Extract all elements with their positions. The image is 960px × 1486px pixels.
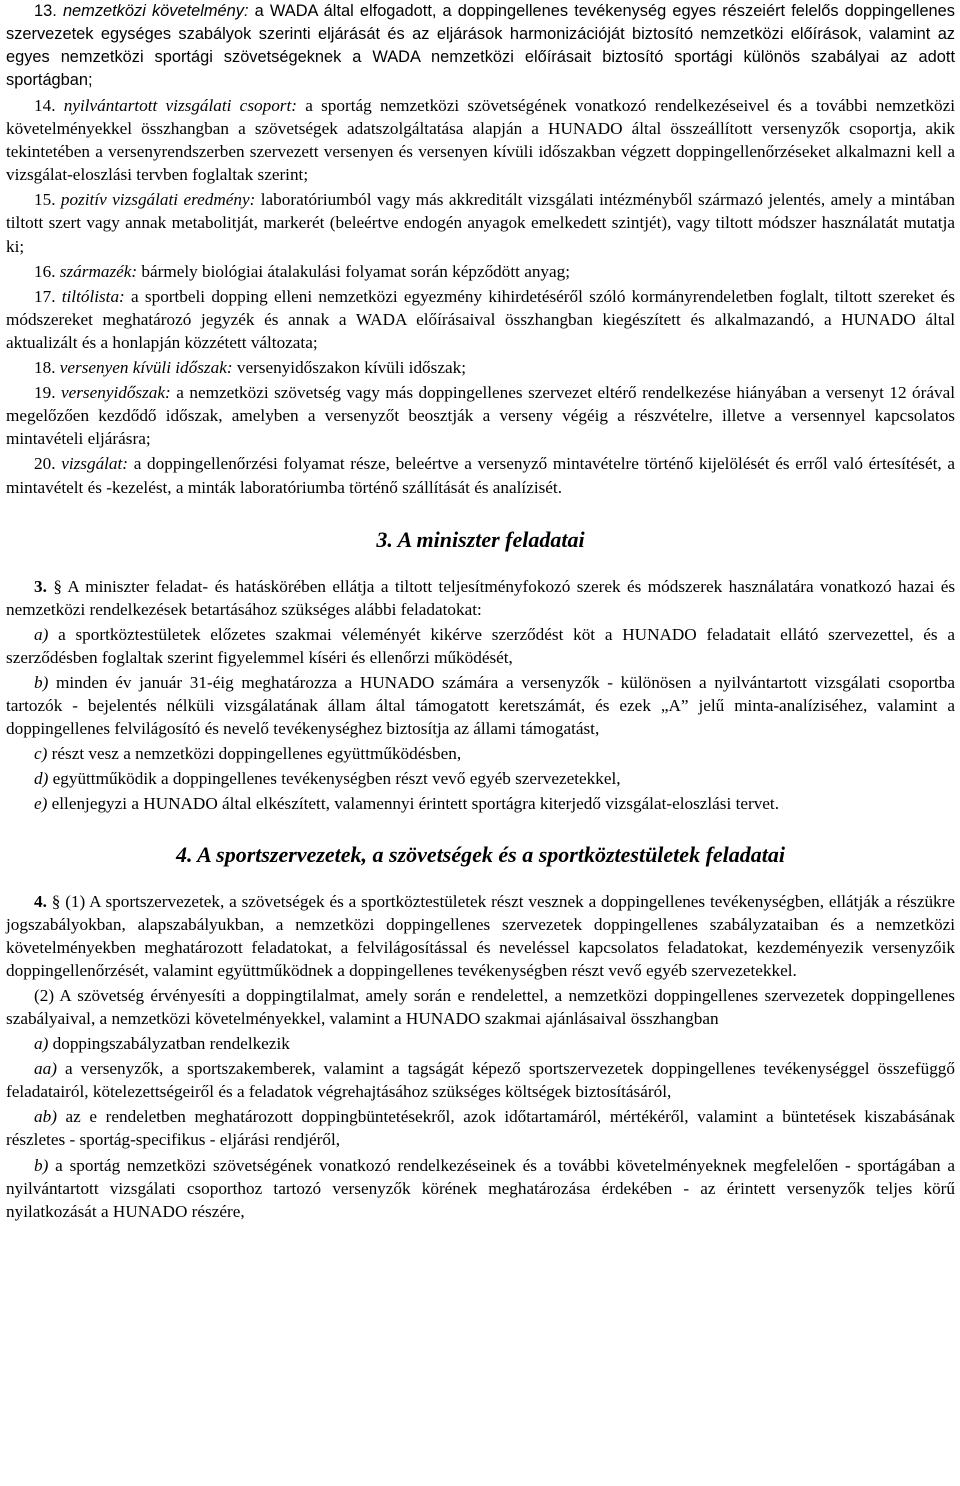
definition-term: tiltólista:: [61, 286, 125, 306]
definition-number: 13.: [34, 2, 57, 20]
section-3-item-c: [6, 742, 955, 765]
item-label: a): [34, 624, 49, 644]
section-4-item-a: [6, 1032, 955, 1055]
definition-15: [6, 188, 955, 257]
section-3-intro: [6, 575, 955, 621]
section-3-item-b: [6, 671, 955, 740]
definition-term: származék:: [59, 261, 138, 281]
item-text: az e rendeletben meghatározott doppingbüntetésekről, azok időtartamáról, mértékéről, valamint a büntetések kiszabásának részletes - sportág-specifikus - eljárási rendjéről,: [6, 1107, 955, 1150]
section-heading-3: 3. A miniszter feladatai: [376, 526, 585, 552]
definition-text: a nemzetközi szövetség vagy más doppingellenes szervezet eltérő rendelkezése hiányában a versenyt 12 órával megelőzően kezdődő időszak, amelyben a versenyzőt beosztják a verseny végéig a részvételre, illetve a versennyel kapcsolatos mintavételi eljárásra;: [6, 383, 955, 449]
definition-number: 16.: [34, 261, 56, 281]
definition-number: 18.: [34, 358, 56, 378]
section-mark: §: [51, 891, 61, 911]
item-label: a): [34, 1034, 49, 1054]
item-text: minden év január 31-éig meghatározza a HUNADO számára a versenyzők - különösen a nyilvántartott vizsgálati csoportba tartozók - bejelentés nélküli vizsgálatának állam által támogatott keretszámát, és ezek „A” jelű minta-analíziséhez, valamint a doppingellenes felvilágosító és nevelő tevékenységhez biztosítja az állami támogatást,: [6, 672, 955, 739]
definition-13: [6, 0, 955, 92]
item-label: e): [34, 794, 48, 814]
section-heading-4: 4. A sportszervezetek, a szövetségek és a sportköztestületek feladatai: [175, 841, 785, 867]
item-text: a sportág nemzetközi szövetségének vonatkozó rendelkezéseinek és a további követelményeknek megfelelően - sportágában a nyilvántartott vizsgálati csoporthoz tartozó versenyzők körének meghatározása érdekében - az érintett versenyzők teljes körű nyilatkozását a HUNADO részére,: [6, 1155, 955, 1221]
item-label: ab): [34, 1107, 57, 1127]
definition-text: versenyidőszakon kívüli időszak;: [232, 358, 466, 378]
section-3-item-d: [6, 767, 955, 790]
section-3-item-e: [6, 792, 955, 815]
item-label: c): [34, 744, 48, 764]
definition-number: 14.: [34, 96, 56, 115]
definition-text: laboratóriumból vagy más akkreditált vizsgálati intézményből származó jelentés, amely a mintában tiltott szert vagy annak metabolitját, markerét (beleértve endogén anyagok emelkedett szintjét), vagy tiltott módszer használatát mutatja ki;: [6, 190, 955, 256]
definition-text: a sportág nemzetközi szövetségének vonatkozó rendelkezéseivel és a további nemzetközi követelményekkel összhangban a szövetségek adatszolgáltatása alapján a HUNADO által összeállított versenyzők csoportja, akik tekintetében a versenyrendszerben szervezett versenyen és versenyen kívüli időszakban végzett doppingellenőrzéseket alkalmazni kell a vizsgálat-eloszlási tervben foglaltak szerint;: [6, 96, 956, 185]
section-4-paragraph-1: [6, 890, 955, 982]
item-text: a versenyzők, a sportszakemberek, valamint a tagságát képező sportszervezetek doppingellenes tevékenységgel összefüggő feladatairól, kötelezettségeiről és a feladatok végrehajtásához szükséges költségek biztosításáról,: [6, 1059, 955, 1102]
paragraph-number: 4.: [34, 891, 47, 911]
definition-text: a doppingellenőrzési folyamat része, beleértve a versenyző mintavételre történő kijelölését és erről való értesítését, a mintavételt és -kezelést, a minták laboratóriumba történő szállítását és analízisét.: [6, 454, 955, 497]
paragraph-text: (1) A sportszervezetek, a szövetségek és a sportköztestületek részt vesznek a doppingellenes tevékenységben, ellátják a részükre jogszabályokban, alapszabályukban, a nemzetközi doppingellenes szervezetek doppingellenes szabályzataiban és a nemzetközi követelményekben meghatározott feladatokat, a felvilágosítással és neveléssel kapcsolatos feladatokat, kezdeményezik versenyzőik doppingellenőrzését, valamint együttműködnek a doppingellenes tevékenységben részt vevő egyéb szervezetekkel.: [6, 891, 955, 980]
section-4-item-b: [6, 1154, 955, 1223]
paragraph-number: 3.: [34, 576, 47, 596]
definition-term: versenyen kívüli időszak:: [59, 358, 233, 378]
item-label: b): [34, 1155, 49, 1175]
section-mark: §: [53, 576, 62, 596]
definition-term: nemzetközi követelmény:: [62, 2, 249, 20]
paragraph-text: A miniszter feladat- és hatáskörében ellátja a tiltott teljesítményfokozó szerek és módszerek használatára vonatkozó hazai és nemzetközi rendelkezések betartásához szükséges alábbi feladatokat:: [6, 576, 956, 619]
definition-16: [6, 260, 955, 283]
item-text: együttműködik a doppingellenes tevékenységben részt vevő egyéb szervezetekkel,: [48, 769, 621, 789]
item-text: részt vesz a nemzetközi doppingellenes együttműködésben,: [47, 744, 462, 764]
section-4-item-aa: [6, 1057, 955, 1103]
definition-text: a sportbeli dopping elleni nemzetközi egyezmény kihirdetéséről szóló kormányrendeletben foglalt, tiltott szereket és módszereket meghatározó jegyzék és annak a WADA előírásaival összhangban kiegészített és alkalmazandó, a HUNADO által aktualizált és a honlapján közzétett változata;: [6, 286, 955, 352]
item-text: a sportköztestületek előzetes szakmai véleményét kikérve szerződést köt a HUNADO feladatait ellátó szervezettel, és a szerződésben foglaltak szerint figyelemmel kíséri és ellenőrzi működését,: [6, 624, 955, 667]
definition-term: nyilvántartott vizsgálati csoport:: [63, 96, 297, 115]
section-4-item-ab: [6, 1105, 955, 1151]
definition-text: bármely biológiai átalakulási folyamat során képződött anyag;: [137, 261, 571, 281]
definition-number: 20.: [34, 454, 56, 474]
item-label: aa): [34, 1059, 57, 1079]
definition-number: 19.: [34, 383, 56, 403]
item-text: doppingszabályzatban rendelkezik: [48, 1034, 290, 1054]
definition-term: versenyidőszak:: [60, 383, 171, 403]
section-4-paragraph-2: (2) A szövetség érvényesíti a doppingtilalmat, amely során e rendelettel, a nemzetközi doppingellenes szervezetek doppingellenes szabályaival, a nemzetközi követelményekkel, valamint a HUNADO szakmai ajánlásaival összhangban: [6, 985, 955, 1028]
section-3-item-a: [6, 623, 955, 669]
definition-text: a WADA által elfogadott, a doppingellenes tevékenység egyes részeiért felelős doppingellenes szervezetek egységes szabályok szerinti eljárását és az eljárások harmonizációját biztosító nemzetközi előírások, valamint az egyes nemzetközi sportági szövetségeknek a WADA nemzetközi előírásait biztosító sportági különös szabályai az adott sportágban;: [6, 2, 955, 89]
definition-number: 17.: [34, 286, 56, 306]
definition-term: vizsgálat:: [61, 454, 129, 474]
definition-17: [6, 285, 955, 354]
definition-18: [6, 356, 955, 379]
definition-number: 15.: [34, 190, 56, 210]
item-text: ellenjegyzi a HUNADO által elkészített, valamennyi érintett sportágra kiterjedő vizsgálat-eloszlási tervet.: [47, 794, 779, 814]
definition-19: [6, 381, 955, 450]
item-label: b): [34, 672, 49, 692]
definition-20: [6, 452, 955, 498]
definition-term: pozitív vizsgálati eredmény:: [60, 190, 256, 210]
item-label: d): [34, 769, 49, 789]
definition-14: [6, 94, 955, 186]
